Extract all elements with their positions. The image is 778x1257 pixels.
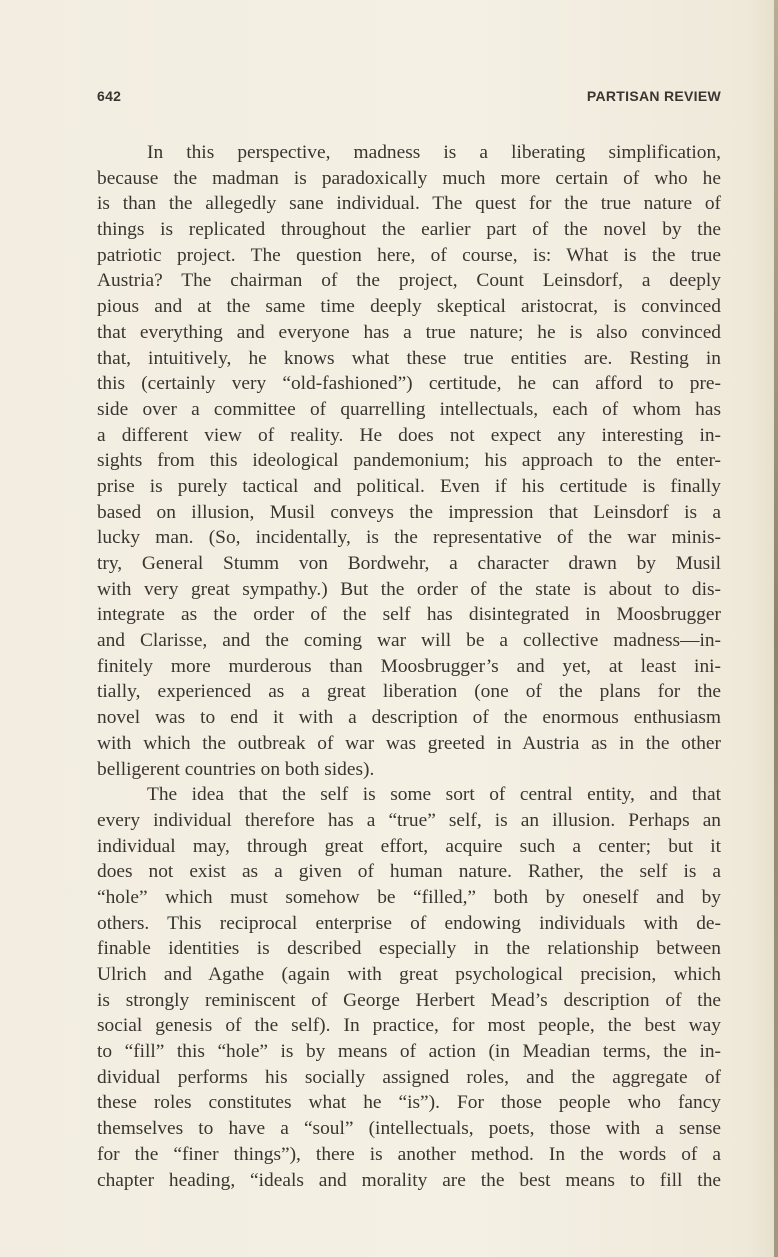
text-line: dividual performs his socially assigned roles, and the aggregate of [97, 1066, 721, 1088]
text-line: is strongly reminiscent of George Herbert Mead’s description of the [97, 989, 721, 1011]
text-line: a different view of reality. He does not expect any interesting in- [97, 424, 721, 446]
text-line: “hole” which must somehow be “filled,” both by oneself and by [97, 886, 721, 908]
text-line: lucky man. (So, incidentally, is the representative of the war minis- [97, 527, 721, 549]
text-line: with which the outbreak of war was greeted in Austria as in the other [97, 732, 721, 754]
text-line: to “fill” this “hole” is by means of action (in Meadian terms, the in- [97, 1041, 721, 1063]
text-line: these roles constitutes what he “is”). For those people who fancy [97, 1092, 721, 1114]
text-line: chapter heading, “ideals and morality are the best means to fill the [97, 1169, 721, 1191]
text-line: because the madman is paradoxically much more certain of who he [97, 167, 721, 189]
page-number: 642 [97, 88, 122, 104]
text-line: belligerent countries on both sides). [97, 758, 375, 780]
text-line: for the “finer things”), there is another method. In the words of a [97, 1143, 721, 1165]
text-line: tially, experienced as a great liberation (one of the plans for the [97, 681, 721, 703]
body-text [97, 140, 721, 1193]
text-line: novel was to end it with a description of the enormous enthusiasm [97, 707, 721, 729]
text-line: social genesis of the self). In practice, for most people, the best way [97, 1015, 721, 1037]
text-line: with very great sympathy.) But the order of the state is about to dis- [97, 578, 721, 600]
running-head [97, 88, 721, 112]
text-line: In this perspective, madness is a liberating simplification, [147, 142, 721, 163]
text-line: this (certainly very “old-fashioned”) certitude, he can afford to pre- [97, 373, 721, 395]
text-line: finitely more murderous than Moosbrugger’s and yet, at least ini- [97, 655, 721, 677]
text-line: themselves to have a “soul” (intellectuals, poets, those with a sense [97, 1118, 721, 1140]
text-line: that, intuitively, he knows what these true entities are. Resting in [97, 347, 721, 369]
text-line: does not exist as a given of human nature. Rather, the self is a [97, 861, 721, 883]
text-line: is than the allegedly sane individual. The quest for the true nature of [97, 193, 721, 215]
text-line: based on illusion, Musil conveys the impression that Leinsdorf is a [97, 501, 721, 523]
text-line: every individual therefore has a “true” self, is an illusion. Perhaps an [97, 809, 721, 831]
text-line: things is replicated throughout the earlier part of the novel by the [97, 219, 721, 241]
text-line: sights from this ideological pandemonium; his approach to the enter- [97, 450, 721, 472]
journal-title: PARTISAN REVIEW [586, 88, 721, 104]
page-edge-shadow [774, 0, 778, 1257]
paragraph [97, 140, 721, 782]
text-line: Austria? The chairman of the project, Count Leinsdorf, a deeply [97, 270, 721, 292]
text-line: try, General Stumm von Bordwehr, a character drawn by Musil [97, 553, 721, 574]
text-line: pious and at the same time deeply skeptical aristocrat, is convinced [97, 296, 721, 318]
text-line: side over a committee of quarrelling intellectuals, each of whom has [97, 398, 721, 420]
text-line: finable identities is described especially in the relationship between [97, 938, 721, 960]
text-line: others. This reciprocal enterprise of endowing individuals with de- [97, 912, 721, 934]
text-line: The idea that the self is some sort of central entity, and that [147, 784, 721, 806]
text-line: prise is purely tactical and political. Even if his certitude is finally [97, 475, 721, 497]
text-line: Ulrich and Agathe (again with great psychological precision, which [97, 964, 721, 985]
paragraph [97, 782, 721, 1193]
text-line: and Clarisse, and the coming war will be a collective madness—in- [97, 630, 721, 652]
text-line: that everything and everyone has a true nature; he is also convinced [97, 321, 721, 343]
text-line: individual may, through great effort, acquire such a center; but it [97, 835, 721, 857]
text-line: integrate as the order of the self has disintegrated in Moosbrugger [97, 604, 721, 626]
text-line: patriotic project. The question here, of course, is: What is the true [97, 244, 721, 266]
